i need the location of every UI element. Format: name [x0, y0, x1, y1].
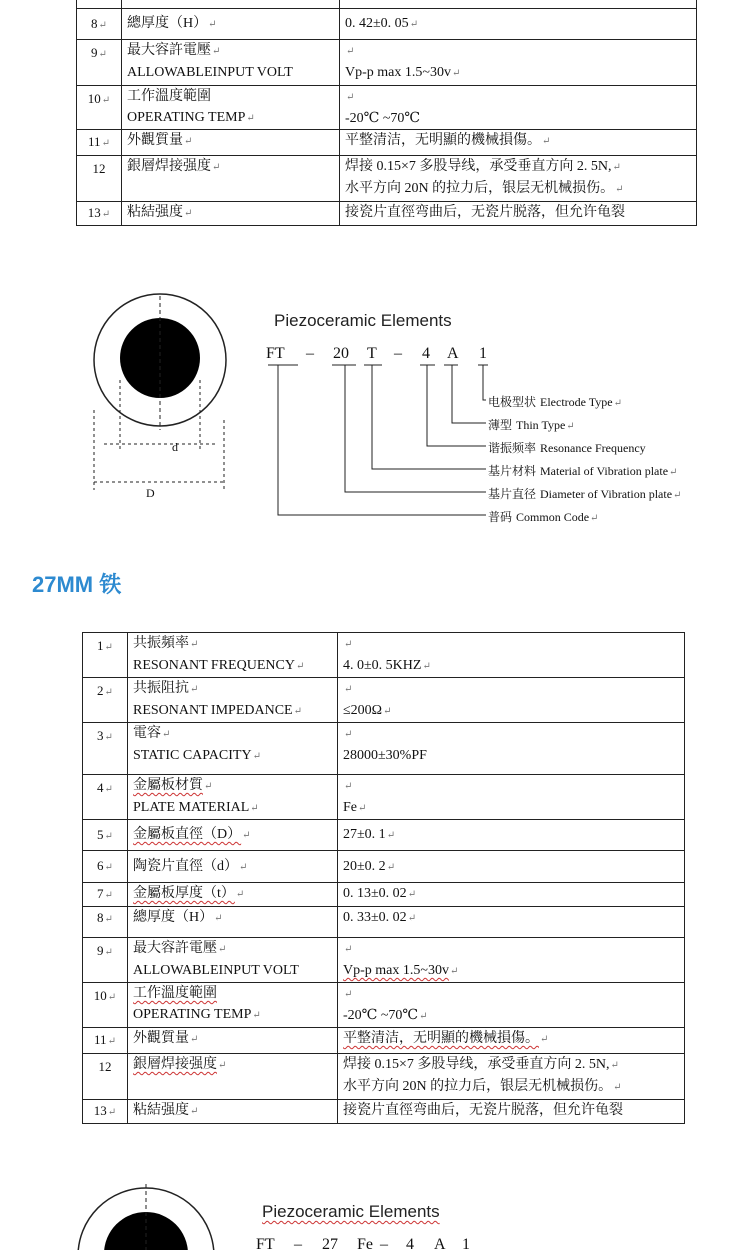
row-number: 13↵ — [77, 202, 122, 226]
row-number: 10↵ — [77, 86, 122, 130]
param-value: 0. 42±0. 05↵ — [340, 9, 697, 40]
code-part-type: A — [447, 345, 459, 362]
param-value: ↵ Vp-p max 1.5~30v↵ — [340, 40, 697, 86]
spec-table-27mm — [82, 632, 685, 1124]
code-part-frequency: 4 — [406, 1236, 414, 1250]
table-row — [77, 156, 697, 202]
row-number: 13↵ — [83, 1100, 128, 1124]
param-label: 金屬板厚度（t）↵ — [128, 883, 338, 907]
code-part-series: FT — [256, 1236, 275, 1250]
code-part-dash: – — [394, 345, 402, 362]
param-value: 焊接 0.15×7 多股导线，承受垂直方向 2. 5N,↵ 水平方向 20N 的拉力后，银层无机械损伤。↵ — [338, 1054, 685, 1100]
table-row — [77, 40, 697, 86]
row-number: 7↵ — [83, 883, 128, 907]
param-value: ↵ ≤200Ω↵ — [338, 678, 685, 723]
row-number: 8↵ — [83, 907, 128, 938]
table-row — [83, 820, 685, 851]
param-label: 總厚度（H）↵ — [122, 9, 340, 40]
table-row — [83, 851, 685, 883]
param-value: 20±0. 2↵ — [338, 851, 685, 883]
row-number: 1↵ — [83, 633, 128, 678]
param-label: 陶瓷片直徑（d）↵ — [128, 851, 338, 883]
table-row — [83, 1028, 685, 1054]
legend-plate-material: 基片材料 Material of Vibration plate↵ — [488, 464, 678, 478]
row-number: 6↵ — [83, 851, 128, 883]
row-number: 11↵ — [83, 1028, 128, 1054]
row-number: 11↵ — [77, 130, 122, 156]
param-value: 27±0. 1↵ — [338, 820, 685, 851]
param-label: 粘結强度↵ — [122, 202, 340, 226]
param-value: 0. 33±0. 02↵ — [338, 907, 685, 938]
table-row — [83, 983, 685, 1028]
table-row — [77, 202, 697, 226]
ceramic-disc — [104, 1212, 188, 1250]
code-part-diameter: 20 — [333, 345, 349, 362]
param-label: 最大容許電壓↵ ALLOWABLEINPUT VOLT — [128, 938, 338, 983]
param-value: ↵ Vp-p max 1.5~30v↵ — [338, 938, 685, 983]
row-number: 3↵ — [83, 723, 128, 775]
code-part-dash: – — [306, 345, 314, 362]
spec-table-20mm — [76, 0, 697, 226]
disc-dimension-diagram — [84, 290, 234, 500]
param-label: 銀層焊接强度↵ — [128, 1054, 338, 1100]
param-label: 粘結强度↵ — [128, 1100, 338, 1124]
param-value: ↵ -20℃ ~70℃↵ — [338, 983, 685, 1028]
code-leader-lines — [260, 360, 490, 520]
param-label: 共振阻抗↵ RESONANT IMPEDANCE↵ — [128, 678, 338, 723]
param-value: ↵ 28000±30%PF — [338, 723, 685, 775]
legend-plate-diameter: 基片直径 Diameter of Vibration plate↵ — [488, 487, 682, 501]
param-value: ↵ -20℃ ~70℃ — [340, 86, 697, 130]
code-part-electrode: 1 — [462, 1236, 470, 1250]
row-number: 9↵ — [83, 938, 128, 983]
inner-diameter-label: d — [172, 440, 178, 454]
code-part-frequency: 4 — [422, 345, 430, 362]
param-value: 平整清洁，无明顯的機械損傷。↵ — [338, 1028, 685, 1054]
param-label: 金屬板直徑（D）↵ — [128, 820, 338, 851]
diagram-title: Piezoceramic Elements — [274, 311, 452, 330]
table-row — [83, 633, 685, 678]
table-row — [77, 0, 697, 9]
table-row — [83, 678, 685, 723]
param-value: ↵ Fe↵ — [338, 775, 685, 820]
code-part-material: Fe — [357, 1236, 373, 1250]
table-row — [83, 938, 685, 983]
diagram-title: Piezoceramic Elements — [262, 1202, 440, 1221]
param-value: 0. 13±0. 02↵ — [338, 883, 685, 907]
code-part-type: A — [434, 1236, 446, 1250]
code-part-electrode: 1 — [479, 345, 487, 362]
table-row — [77, 130, 697, 156]
param-label: 銀層焊接强度↵ — [122, 156, 340, 202]
table-row — [83, 1100, 685, 1124]
param-value: 焊接 0.15×7 多股导线，承受垂直方向 2. 5N,↵ 水平方向 20N 的拉力后，银层无机械损伤。↵ — [340, 156, 697, 202]
table-row — [83, 883, 685, 907]
outer-diameter-label: D — [146, 486, 155, 500]
code-part-diameter: 27 — [322, 1236, 338, 1250]
legend-resonance-frequency: 谐振频率 Resonance Frequency — [488, 441, 646, 455]
param-label — [122, 0, 340, 9]
param-label: 金屬板材質↵ PLATE MATERIAL↵ — [128, 775, 338, 820]
legend-electrode-type: 电极型状 Electrode Type↵ — [488, 395, 622, 409]
param-label: 電容↵ STATIC CAPACITY↵ — [128, 723, 338, 775]
row-number: 12 — [83, 1054, 128, 1100]
row-number: 9↵ — [77, 40, 122, 86]
row-number: 10↵ — [83, 983, 128, 1028]
section-heading: 27MM 铁 — [32, 572, 122, 597]
param-value: 接瓷片直徑弯曲后，无瓷片脱落，但允许龟裂 — [338, 1100, 685, 1124]
table-row — [83, 907, 685, 938]
table-row — [83, 1054, 685, 1100]
disc-dimension-diagram — [70, 1180, 230, 1250]
param-label: 最大容許電壓↵ ALLOWABLEINPUT VOLT — [122, 40, 340, 86]
code-part-dash: – — [294, 1236, 302, 1250]
param-value — [340, 0, 697, 9]
table-row — [83, 775, 685, 820]
ceramic-disc — [120, 318, 200, 398]
code-part-series: FT — [266, 345, 285, 362]
param-value: 接瓷片直徑弯曲后，无瓷片脱落，但允许龟裂 — [340, 202, 697, 226]
param-label: 共振頻率↵ RESONANT FREQUENCY↵ — [128, 633, 338, 678]
legend-thin-type: 薄型 Thin Type↵ — [488, 418, 575, 432]
param-label: 總厚度（H）↵ — [128, 907, 338, 938]
table-row — [77, 9, 697, 40]
param-value: ↵ 4. 0±0. 5KHZ↵ — [338, 633, 685, 678]
row-number: 8↵ — [77, 9, 122, 40]
legend-common-code: 普码 Common Code↵ — [488, 510, 599, 524]
code-part-material: T — [367, 345, 377, 362]
param-label: 工作溫度範圍 OPERATING TEMP↵ — [128, 983, 338, 1028]
code-part-dash: – — [380, 1236, 388, 1250]
param-label: 工作溫度範圍 OPERATING TEMP↵ — [122, 86, 340, 130]
row-number: 12 — [77, 156, 122, 202]
param-label: 外觀質量↵ — [128, 1028, 338, 1054]
param-value: 平整清洁，无明顯的機械損傷。↵ — [340, 130, 697, 156]
param-label: 外觀質量↵ — [122, 130, 340, 156]
row-number: 2↵ — [83, 678, 128, 723]
row-number: 4↵ — [83, 775, 128, 820]
table-row — [77, 86, 697, 130]
row-number — [77, 0, 122, 9]
row-number: 5↵ — [83, 820, 128, 851]
table-row — [83, 723, 685, 775]
